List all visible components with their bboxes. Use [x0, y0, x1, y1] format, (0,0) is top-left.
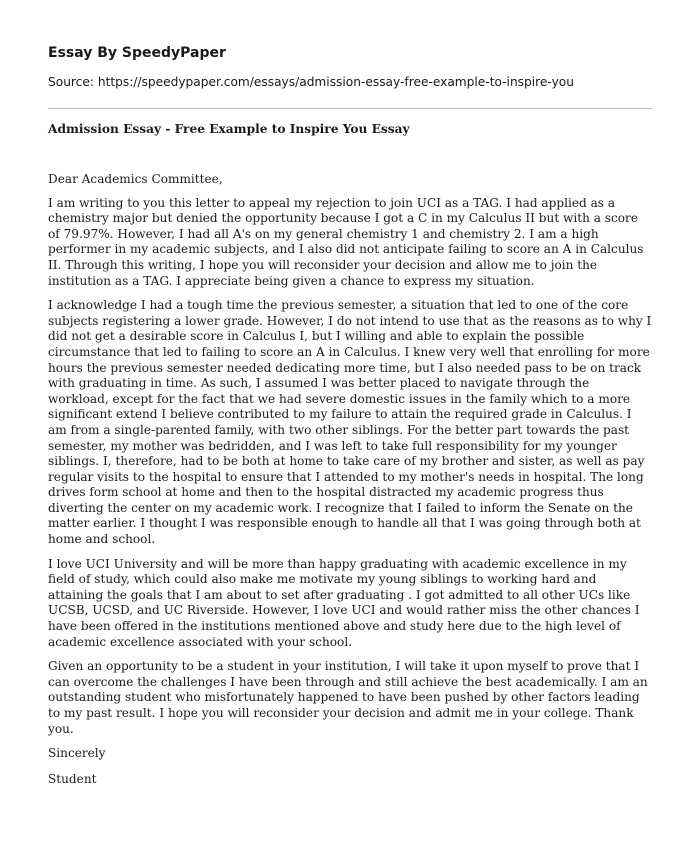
- essay-paragraph-4: Given an opportunity to be a student in your institution, I will take it upon myself to prove that I can overcome the challenges I have been through and still achieve the best academically. I am an outstanding student who misfortunately happened to have been pushed by other factors leading to my past result. I hope you will reconsider your decision and admit me in your college. Thank you.: [48, 659, 648, 736]
- essay-paragraph-3: I love UCI University and will be more than happy graduating with academic excellence in my field of study, which could also make me motivate my young siblings to working hard and attaining the goals that I am about to set after graduating . I got admitted to all other UCs like UCSB, UCSD, and UC Riverside. However, I love UCI and would rather miss the other chances I have been offered in the institutions mentioned above and study here due to the high level of academic excellence associated with your school.: [48, 556, 640, 649]
- essay-paragraph-2: I acknowledge I had a tough time the previous semester, a situation that led to one of the core subjects registering a lower grade. However, I do not intend to use that as the reasons as to why I did not get a desirable score in Calculus I, but I willing and able to explain the possible circumstance that led to failing to score an A in Calculus. I knew very well that enrolling for more hours the previous semester needed dedicating more time, but I also needed pass to be on track with graduating in time. As such, I assumed I was better placed to navigate through the workload, except for the fact that we had severe domestic issues in the family which to a more significant extend I believe contributed to my failure to attain the required grade in Calculus. I am from a single-parented family, with two other siblings. For the better part towards the past semester, my mother was bedridden, and I was left to take full responsibility for my younger siblings. I, therefore, had to be both at home to take care of my brother and sister, as well as pay regular visits to the hospital to ensure that I attended to my mother's needs in hospital. The long drives form school at home and then to the hospital distracted my academic progress thus diverting the center on my academic work. I recognize that I failed to inform the Senate on the matter earlier. I thought I was responsible enough to handle all that I was going through both at home and school.: [48, 298, 652, 547]
- salutation: Dear Academics Committee,: [48, 172, 223, 186]
- essay-body: [48, 172, 652, 796]
- closing: Sincerely: [48, 746, 106, 761]
- header-divider: [48, 108, 652, 109]
- document-header-title: Essay By SpeedyPaper: [48, 45, 226, 61]
- essay-paragraph-1: I am writing to you this letter to appeal my rejection to join UCI as a TAG. I had applied as a chemistry major but denied the opportunity because I got a C in my Calculus II but with a score of 79.97%. However, I had all A's on my general chemistry 1 and chemistry 2. I am a high performer in my academic subjects, and I also did not anticipate failing to score an A in Calculus II. Through this writing, I hope you will reconsider your decision and allow me to join the institution as a TAG. I appreciate being given a chance to express my situation.: [48, 195, 644, 288]
- essay-heading: Admission Essay - Free Example to Inspire You Essay: [48, 122, 410, 136]
- source-line: Source: https://speedypaper.com/essays/admission-essay-free-example-to-inspire-you: [48, 75, 574, 89]
- signature: Student: [48, 771, 97, 786]
